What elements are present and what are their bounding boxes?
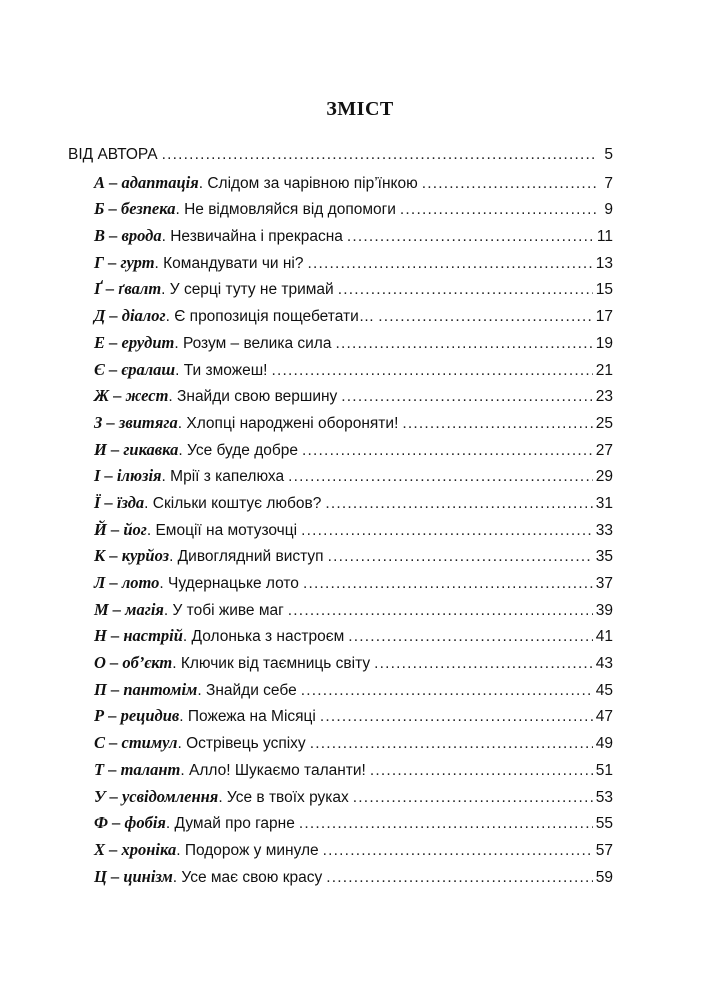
page-number: 43 bbox=[595, 655, 613, 673]
toc-entry bbox=[94, 813, 295, 833]
toc-row[interactable] bbox=[68, 413, 613, 440]
dot-leader bbox=[325, 495, 592, 513]
page-number: 17 bbox=[595, 308, 613, 326]
toc-entry-heading: Ф – фобія bbox=[94, 813, 166, 833]
toc-entry-heading: Р – рецидив bbox=[94, 706, 180, 726]
dot-leader bbox=[301, 522, 593, 540]
page-number: 29 bbox=[595, 468, 613, 486]
toc-row[interactable] bbox=[68, 226, 613, 253]
toc-entry bbox=[94, 306, 374, 326]
toc-entry-subtitle: . Є пропозиція пощебетати… bbox=[165, 308, 375, 326]
dot-leader bbox=[302, 442, 593, 460]
page-number: 33 bbox=[595, 521, 613, 539]
page-number: 19 bbox=[595, 334, 613, 352]
page-number: 27 bbox=[595, 441, 613, 459]
toc-entry-heading: І – ілюзія bbox=[94, 466, 162, 486]
toc-row[interactable] bbox=[68, 386, 613, 413]
toc-entry-subtitle: . Пожежа на Місяці bbox=[179, 708, 316, 726]
toc-row[interactable] bbox=[68, 279, 613, 306]
toc-entry-subtitle: . Долонька з настроєм bbox=[182, 628, 345, 646]
page-number: 53 bbox=[595, 788, 613, 806]
toc-entry bbox=[94, 840, 319, 860]
dot-leader bbox=[422, 175, 596, 193]
dot-leader bbox=[320, 708, 593, 726]
toc-entry-heading: С – стимул bbox=[94, 733, 178, 753]
toc-entry-subtitle: . Усе в твоїх руках bbox=[218, 788, 349, 806]
toc-entry-heading: Є – єралаш bbox=[94, 359, 176, 379]
page-number: 59 bbox=[595, 868, 613, 886]
toc-row[interactable] bbox=[68, 466, 613, 493]
toc-entry bbox=[94, 173, 418, 193]
toc-entry bbox=[94, 466, 284, 486]
dot-leader bbox=[378, 308, 593, 326]
toc-row[interactable] bbox=[68, 760, 613, 787]
dot-leader bbox=[162, 146, 596, 164]
toc-entry-subtitle: . Острівець успіху bbox=[177, 735, 306, 753]
toc-entry bbox=[94, 440, 298, 460]
toc-entry-subtitle: . Розум – велика сила bbox=[174, 334, 332, 352]
toc-row[interactable] bbox=[68, 253, 613, 280]
toc-row[interactable] bbox=[68, 600, 613, 627]
page-number: 25 bbox=[595, 414, 613, 432]
toc-entry-heading: Ґ – ґвалт bbox=[94, 279, 162, 299]
toc-row[interactable] bbox=[68, 333, 613, 360]
page-number: 41 bbox=[595, 628, 613, 646]
page-number: 49 bbox=[595, 735, 613, 753]
toc-row[interactable] bbox=[68, 840, 613, 867]
toc-entry-subtitle: . Ключик від таємниць світу bbox=[172, 655, 371, 673]
toc-row[interactable] bbox=[68, 680, 613, 707]
table-of-contents bbox=[68, 146, 613, 893]
toc-entry bbox=[94, 520, 297, 540]
toc-entry-heading: У – усвідомлення bbox=[94, 786, 219, 806]
dot-leader bbox=[374, 655, 593, 673]
toc-row[interactable] bbox=[68, 306, 613, 333]
page-number: 37 bbox=[595, 575, 613, 592]
toc-entry-heading: Б – безпека bbox=[94, 199, 176, 219]
toc-entry-subtitle: . Алло! Шукаємо таланти! bbox=[180, 761, 366, 779]
page-number: 57 bbox=[595, 841, 613, 859]
toc-entry-heading: Г – гурт bbox=[94, 252, 155, 272]
page-number: 21 bbox=[595, 361, 613, 379]
toc-entry-subtitle: . Мрії з капелюха bbox=[161, 468, 285, 486]
toc-entry-heading: К – курйоз bbox=[94, 546, 170, 566]
toc-row[interactable] bbox=[68, 440, 613, 467]
dot-leader bbox=[402, 415, 592, 433]
toc-row[interactable] bbox=[68, 733, 613, 760]
dot-leader bbox=[299, 815, 593, 833]
toc-entry-subtitle: . У серці туту не тримай bbox=[161, 281, 334, 299]
toc-entry bbox=[94, 867, 322, 887]
toc-entry bbox=[94, 253, 304, 273]
toc-row[interactable] bbox=[68, 546, 613, 573]
toc-entry-heading: Ж – жест bbox=[94, 386, 169, 406]
toc-row[interactable] bbox=[68, 520, 613, 547]
toc-entry-heading: Ц – цинізм bbox=[94, 866, 173, 886]
toc-entry bbox=[94, 493, 321, 513]
page-number: 45 bbox=[595, 681, 613, 699]
toc-entry-heading: Т – талант bbox=[94, 759, 181, 779]
toc-row[interactable] bbox=[68, 653, 613, 680]
dot-leader bbox=[303, 575, 593, 593]
toc-entry bbox=[94, 413, 398, 433]
dot-leader bbox=[338, 281, 593, 299]
toc-row[interactable] bbox=[68, 867, 613, 894]
toc-entry-subtitle: . Думай про гарне bbox=[165, 815, 295, 833]
toc-entry bbox=[94, 546, 324, 566]
toc-entry-heading: Ї – їзда bbox=[94, 492, 145, 512]
page-number: 11 bbox=[596, 228, 613, 246]
page-number: 55 bbox=[595, 815, 613, 833]
page-number: 23 bbox=[595, 388, 613, 406]
toc-entry bbox=[94, 706, 316, 726]
toc-entry bbox=[94, 573, 299, 593]
toc-entry bbox=[94, 680, 297, 700]
toc-entry bbox=[94, 360, 267, 380]
toc-entry-heading: З – звитяга bbox=[94, 412, 178, 432]
toc-entry bbox=[94, 199, 396, 219]
toc-entry-subtitle: . Дивоглядний виступ bbox=[169, 548, 324, 566]
dot-leader bbox=[288, 602, 593, 620]
page-number: 13 bbox=[595, 254, 613, 272]
dot-leader bbox=[323, 842, 593, 860]
page-number: 39 bbox=[595, 601, 613, 619]
toc-row[interactable] bbox=[68, 199, 613, 226]
toc-entry-heading: Е – ерудит bbox=[94, 332, 175, 352]
toc-row[interactable] bbox=[68, 706, 613, 733]
toc-row[interactable] bbox=[68, 493, 613, 520]
dot-leader bbox=[308, 255, 593, 273]
toc-entry-heading: О – об’єкт bbox=[94, 653, 173, 673]
toc-entry-heading: Х – хроніка bbox=[94, 839, 177, 859]
toc-entry-label: ВІД АВТОРА bbox=[68, 146, 158, 163]
dot-leader bbox=[288, 468, 593, 486]
dot-leader bbox=[326, 869, 593, 887]
dot-leader bbox=[310, 735, 593, 753]
toc-entry-heading: Д – діалог bbox=[94, 306, 166, 326]
toc-entry-heading: П – пантомім bbox=[94, 679, 198, 699]
toc-row[interactable] bbox=[68, 787, 613, 814]
toc-row[interactable] bbox=[68, 813, 613, 840]
dot-leader bbox=[348, 628, 592, 646]
page-number: 5 bbox=[604, 146, 613, 163]
toc-entry bbox=[94, 733, 306, 753]
toc-entry-subtitle: . Емоції на мотузочці bbox=[146, 521, 298, 539]
toc-row[interactable] bbox=[68, 360, 613, 387]
dot-leader bbox=[301, 682, 593, 700]
toc-entry-subtitle: . Скільки коштує любов? bbox=[144, 494, 322, 512]
toc-entry bbox=[94, 653, 370, 673]
page-number: 51 bbox=[595, 761, 613, 779]
toc-entry-heading: И – гикавка bbox=[94, 439, 179, 459]
toc-entry-subtitle: . Усе має свою красу bbox=[172, 868, 323, 886]
toc-entry-heading: В – врода bbox=[94, 226, 162, 246]
toc-entry-subtitle: . Незвичайна і прекрасна bbox=[161, 228, 343, 246]
toc-entry-subtitle: . Усе буде добре bbox=[178, 441, 299, 459]
toc-entry-heading: Н – настрій bbox=[94, 626, 183, 646]
toc-entry bbox=[94, 760, 366, 780]
toc-row-intro[interactable] bbox=[68, 146, 613, 173]
toc-entry bbox=[94, 626, 344, 646]
dot-leader bbox=[347, 228, 594, 246]
page-number: 9 bbox=[604, 201, 613, 219]
toc-entries bbox=[68, 173, 613, 894]
toc-entry-heading: М – магія bbox=[94, 599, 164, 619]
toc-row[interactable] bbox=[68, 626, 613, 653]
page-number: 47 bbox=[595, 708, 613, 726]
toc-entry-subtitle: . Ти зможеш! bbox=[175, 361, 268, 379]
toc-row[interactable] bbox=[68, 573, 613, 600]
page-number: 15 bbox=[595, 281, 613, 299]
toc-entry bbox=[94, 600, 284, 620]
page-number: 7 bbox=[604, 174, 613, 192]
page-number: 31 bbox=[595, 494, 613, 512]
toc-entry bbox=[94, 279, 334, 299]
dot-leader bbox=[271, 362, 592, 380]
dot-leader bbox=[400, 201, 596, 219]
toc-entry bbox=[94, 386, 337, 406]
toc-entry-subtitle: . Подорож у минуле bbox=[176, 841, 319, 859]
dot-leader bbox=[328, 548, 593, 566]
dot-leader bbox=[370, 762, 593, 780]
toc-row[interactable] bbox=[68, 173, 613, 200]
toc-entry-subtitle: . Знайди себе bbox=[197, 681, 297, 699]
dot-leader bbox=[335, 335, 592, 353]
toc-entry-heading: А – адаптація bbox=[94, 172, 199, 192]
page-number: 35 bbox=[595, 548, 613, 566]
toc-entry-subtitle: . Командувати чи ні? bbox=[154, 254, 304, 272]
page-title: ЗМІСТ bbox=[326, 98, 394, 120]
toc-entry-heading: Л – лото bbox=[94, 573, 160, 592]
toc-entry-heading: Й – йог bbox=[94, 519, 147, 539]
toc-entry-subtitle: . У тобі живе маг bbox=[163, 601, 284, 619]
toc-entry-subtitle: . Знайди свою вершину bbox=[168, 388, 338, 406]
dot-leader bbox=[341, 388, 592, 406]
toc-entry bbox=[94, 226, 343, 246]
toc-entry bbox=[94, 333, 331, 353]
toc-entry-subtitle: . Чудернацьке лото bbox=[159, 575, 299, 592]
toc-entry-subtitle: . Хлопці народжені обороняти! bbox=[177, 414, 399, 432]
toc-entry bbox=[94, 787, 349, 807]
toc-entry-subtitle: . Слідом за чарівною пір’їнкою bbox=[198, 174, 418, 192]
dot-leader bbox=[353, 789, 593, 807]
toc-entry-subtitle: . Не відмовляйся від допомоги bbox=[175, 201, 396, 219]
